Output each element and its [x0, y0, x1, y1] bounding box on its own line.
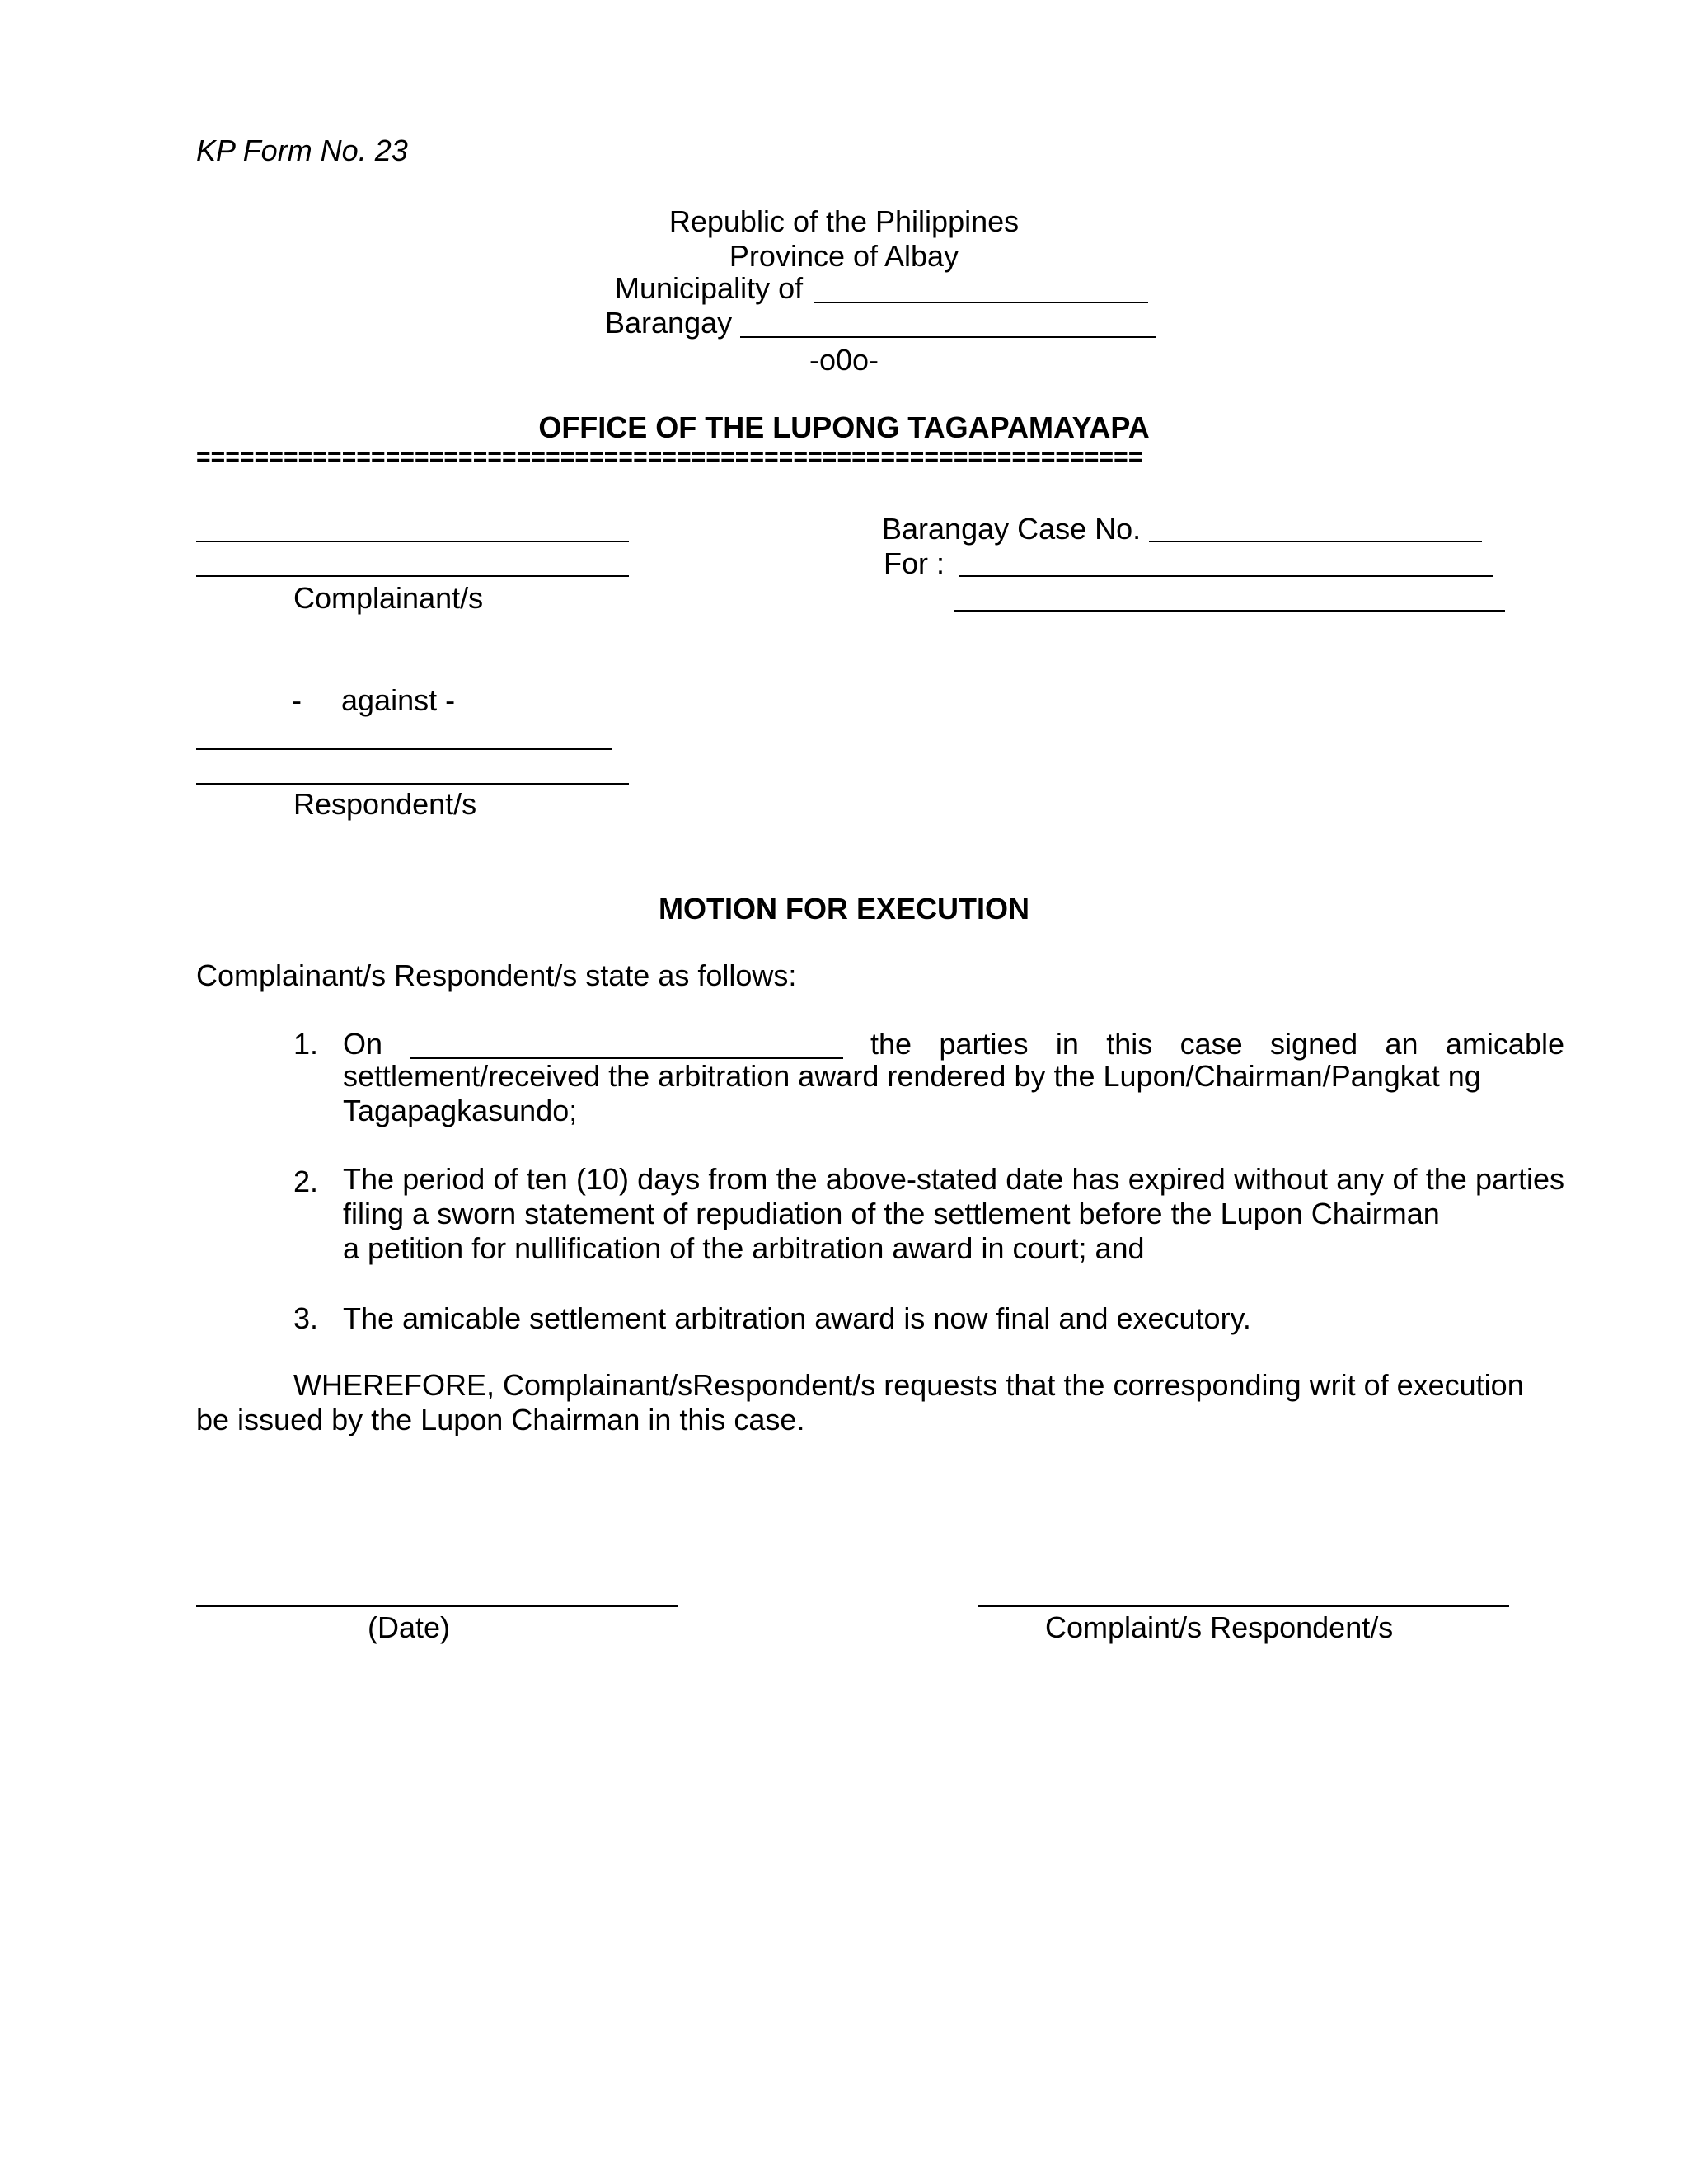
item-3-number: 3.: [293, 1301, 319, 1335]
party-signature-line: [978, 1605, 1509, 1607]
item-1-text-rest: settlement/received the arbitration award rendered by the Lupon/Chairman/Pangkat ng: [343, 1059, 1481, 1093]
item-1-text-last: Tagapagkasundo;: [343, 1094, 578, 1127]
case-no-blank-line: [1149, 541, 1482, 542]
header-province: Province of Albay: [729, 239, 959, 273]
item-1-number: 1.: [293, 1027, 319, 1061]
item-1-on: On: [343, 1027, 383, 1061]
for-blank-line-2: [954, 610, 1505, 612]
item-2-number: 2.: [293, 1165, 319, 1198]
intro-statement: Complainant/s Respondent/s state as follows:: [196, 958, 797, 992]
respondent-label: Respondent/s: [293, 787, 477, 821]
motion-title: MOTION FOR EXECUTION: [659, 892, 1029, 926]
respondent-line-1: [196, 748, 612, 750]
item-1-text: [343, 1059, 1564, 1128]
case-no-label: Barangay Case No.: [882, 512, 1142, 546]
for-label: For :: [884, 546, 945, 580]
for-blank-line-1: [959, 575, 1493, 577]
item-2-text: [343, 1162, 1564, 1266]
respondent-line-2: [196, 783, 629, 785]
wherefore-text-last: be issued by the Lupon Chairman in this case.: [196, 1403, 805, 1436]
item-1-text-line1: the parties in this case signed an amicable: [870, 1027, 1564, 1061]
date-label: (Date): [368, 1610, 451, 1644]
form-number: KP Form No. 23: [196, 134, 408, 167]
double-rule: =================================================================: [196, 443, 1143, 471]
complainant-line-2: [196, 575, 629, 577]
complainant-label: Complainant/s: [293, 581, 484, 615]
municipality-blank-line: [814, 302, 1148, 303]
against-label: against -: [341, 683, 456, 717]
barangay-blank-line: [740, 336, 1156, 338]
item-2-text-main: The period of ten (10) days from the above-stated date has expired without any of the parties filing a sworn statement of repudiation of the settlement before the Lupon Chairman: [343, 1162, 1564, 1230]
wherefore-paragraph: [196, 1368, 1564, 1437]
complainant-line-1: [196, 541, 629, 542]
header-republic: Republic of the Philippines: [668, 204, 1020, 238]
against-dash: -: [292, 683, 302, 717]
header-municipality-label: Municipality of: [615, 271, 804, 305]
item-3-text: The amicable settlement arbitration award is now final and executory.: [343, 1301, 1251, 1335]
date-signature-line: [196, 1605, 678, 1607]
wherefore-text: WHEREFORE, Complainant/sRespondent/s requests that the corresponding writ of execution: [293, 1368, 1524, 1402]
header-barangay-label: Barangay: [605, 306, 733, 340]
header-separator: -o0o-: [809, 343, 879, 377]
item-2-text-last: a petition for nullification of the arbitration award in court; and: [343, 1231, 1145, 1265]
party-signature-label: Complaint/s Respondent/s: [1045, 1610, 1394, 1644]
office-title: OFFICE OF THE LUPONG TAGAPAMAYAPA: [538, 410, 1150, 444]
